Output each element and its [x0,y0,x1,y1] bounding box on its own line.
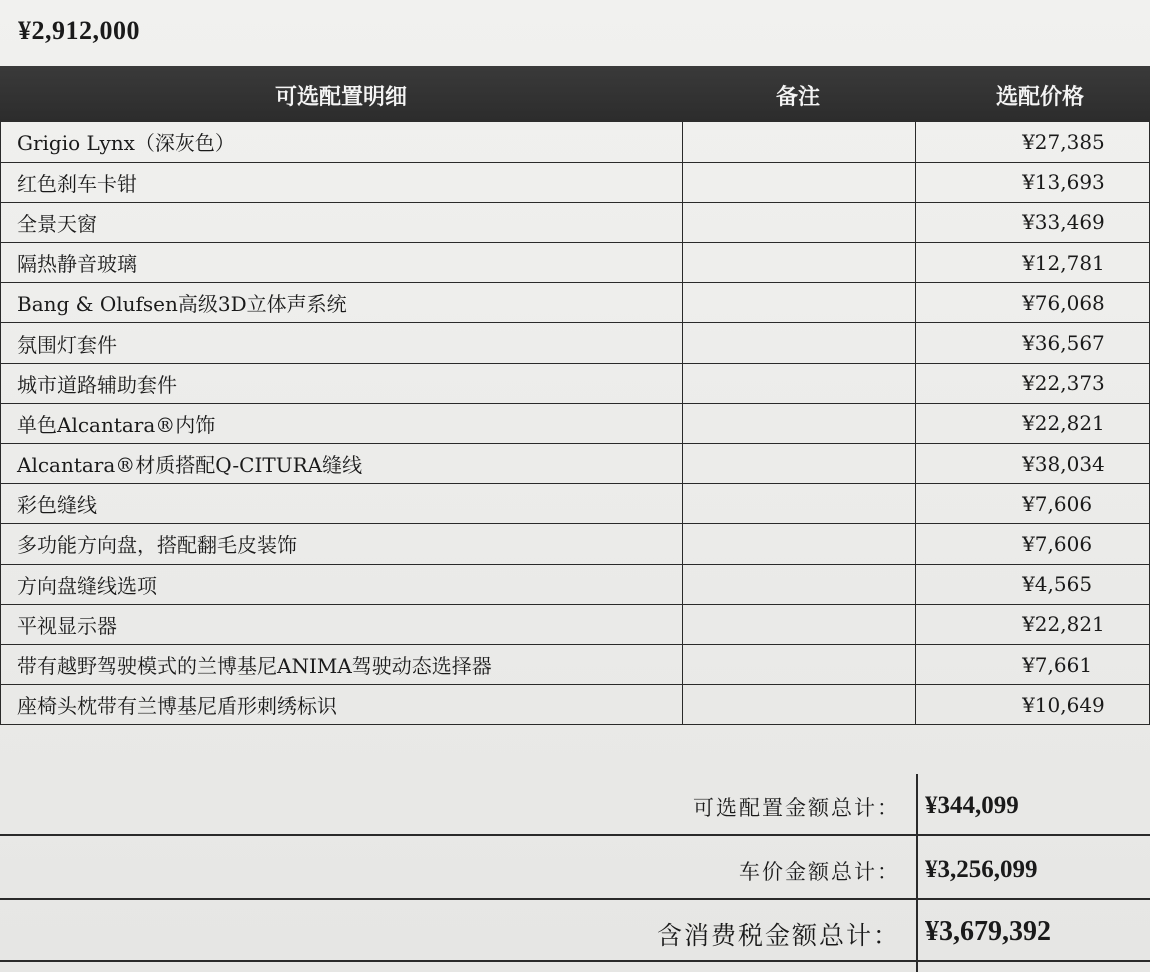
options-total-label: 可选配置金额总计： [693,796,900,820]
table-row [1,484,1150,524]
option-note [682,403,916,443]
totals-section [0,774,1150,972]
option-name: 方向盘缝线选项 [1,564,683,604]
option-name: Bang & Olufsen高级3D立体声系统 [1,283,683,323]
options-table [0,122,1150,725]
option-note [682,604,916,644]
option-price: ¥7,606 [916,484,1150,524]
option-note [682,202,916,242]
option-note [682,644,916,684]
option-price: ¥22,821 [916,403,1150,443]
option-name: 隔热静音玻璃 [1,243,683,283]
car-total-label: 车价金额总计： [739,860,900,884]
car-total-value: ¥3,256,099 [925,856,1038,883]
header-price: 选配价格 [996,84,1085,110]
option-name: 平视显示器 [1,604,683,644]
table-row [1,202,1150,242]
option-price: ¥7,661 [916,644,1150,684]
table-row [1,243,1150,283]
option-price: ¥13,693 [916,162,1150,202]
option-name: 座椅头枕带有兰博基尼盾形刺绣标识 [1,685,683,725]
option-name: Grigio Lynx（深灰色） [1,122,683,162]
option-note [682,363,916,403]
tax-total-value: ¥3,679,392 [925,916,1051,947]
totals-divider [916,774,918,972]
tax-total-label: 含消费税金额总计： [656,921,900,950]
option-note [682,524,916,564]
table-row [1,403,1150,443]
option-note [682,444,916,484]
options-total-value: ¥344,099 [925,792,1019,819]
option-note [682,243,916,283]
table-row [1,363,1150,403]
option-price: ¥27,385 [916,122,1150,162]
option-note [682,122,916,162]
table-row [1,644,1150,684]
option-price: ¥36,567 [916,323,1150,363]
option-price: ¥22,821 [916,604,1150,644]
table-header [0,66,1150,122]
option-price: ¥12,781 [916,243,1150,283]
option-price: ¥76,068 [916,283,1150,323]
option-price: ¥10,649 [916,685,1150,725]
base-price: ¥2,912,000 [18,16,140,45]
option-name: 单色Alcantara®内饰 [1,403,683,443]
option-price: ¥7,606 [916,524,1150,564]
option-price: ¥22,373 [916,363,1150,403]
header-note: 备注 [776,84,821,110]
table-row [1,564,1150,604]
option-name: 带有越野驾驶模式的兰博基尼ANIMA驾驶动态选择器 [1,644,683,684]
table-row [1,283,1150,323]
table-row [1,323,1150,363]
option-note [682,564,916,604]
option-price: ¥33,469 [916,202,1150,242]
option-note [682,323,916,363]
table-row [1,444,1150,484]
table-row [1,122,1150,162]
table-row [1,604,1150,644]
option-note [682,283,916,323]
option-name: 全景天窗 [1,202,683,242]
option-price: ¥38,034 [916,444,1150,484]
option-name: 红色刹车卡钳 [1,162,683,202]
table-row [1,162,1150,202]
option-name: Alcantara®材质搭配Q-CITURA缝线 [1,444,683,484]
option-price: ¥4,565 [916,564,1150,604]
option-name: 城市道路辅助套件 [1,363,683,403]
totals-line-2 [0,898,1150,900]
table-row [1,685,1150,725]
header-detail: 可选配置明细 [275,84,408,110]
option-note [682,685,916,725]
option-note [682,162,916,202]
option-name: 彩色缝线 [1,484,683,524]
totals-line-3 [0,960,1150,962]
option-name: 多功能方向盘，搭配翻毛皮装饰 [1,524,683,564]
totals-line-1 [0,834,1150,836]
option-note [682,484,916,524]
option-name: 氛围灯套件 [1,323,683,363]
table-row [1,524,1150,564]
